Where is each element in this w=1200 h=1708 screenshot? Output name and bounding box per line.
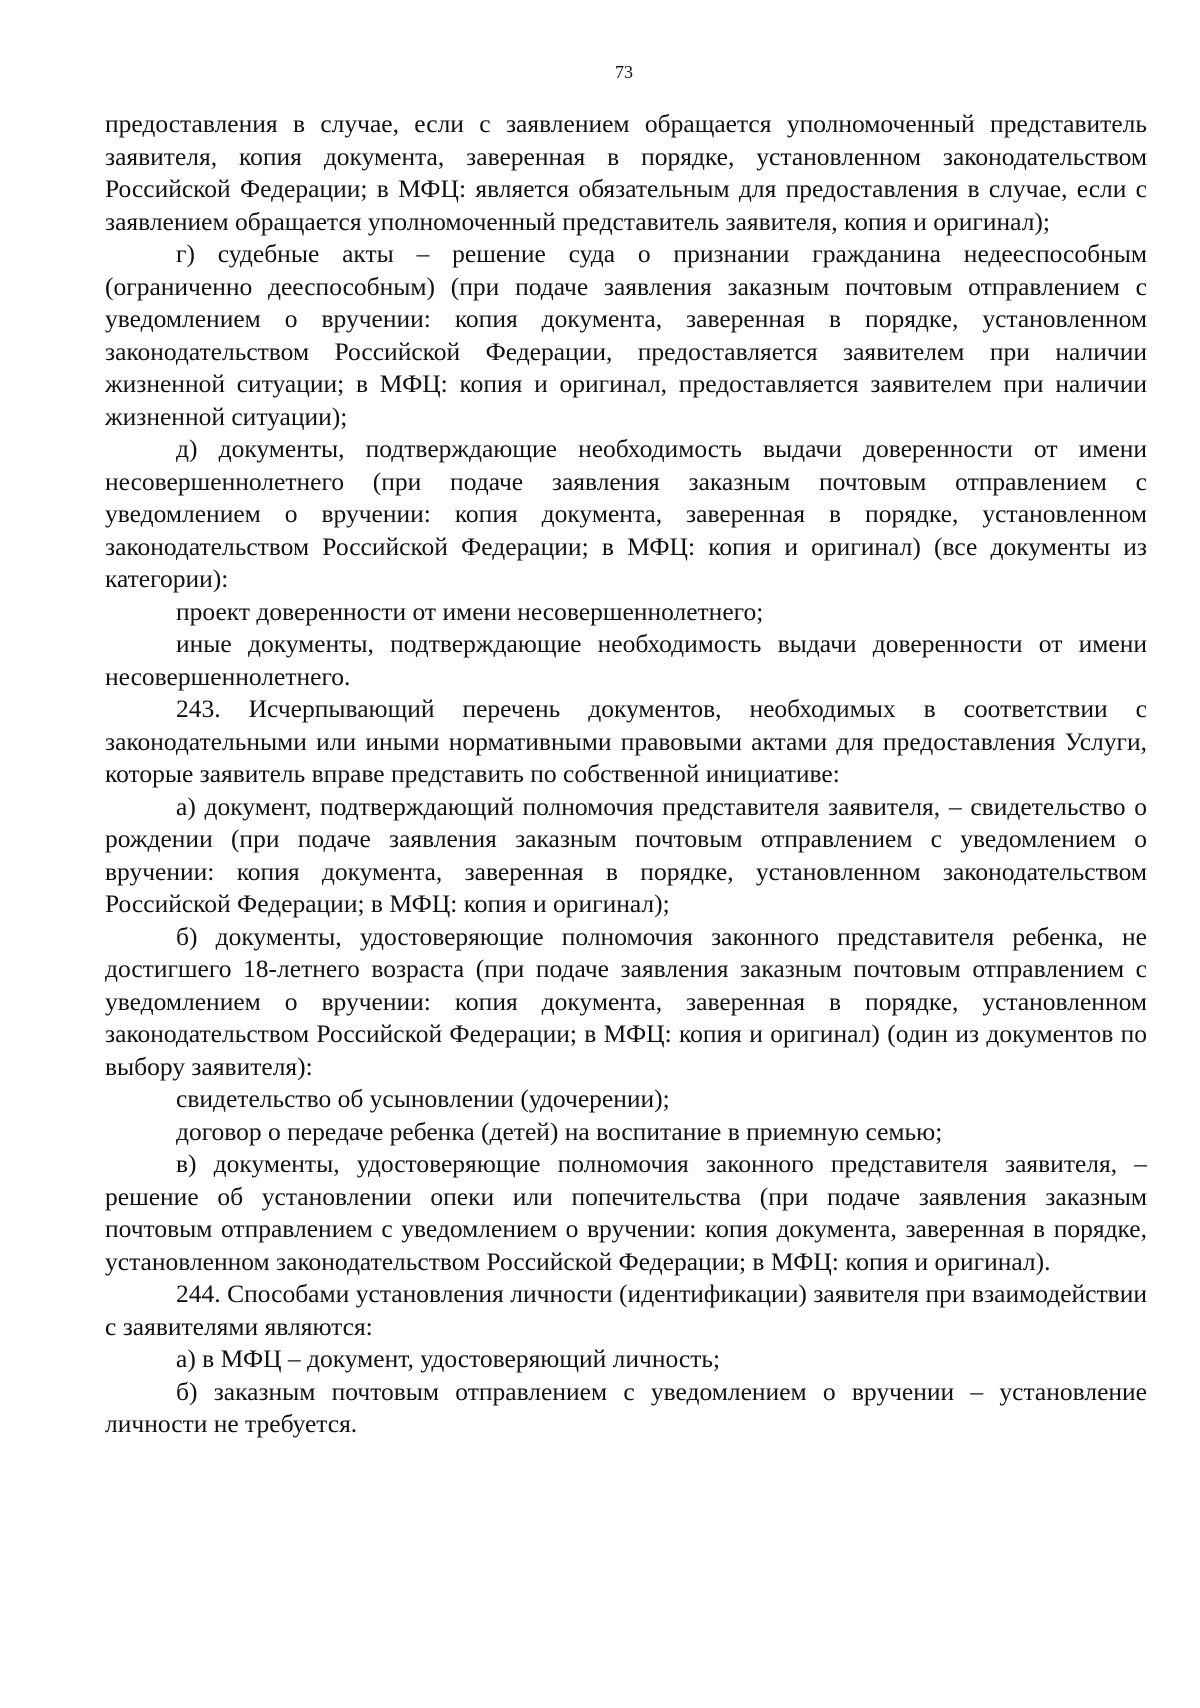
paragraph-other-documents: иные документы, подтверждающие необходимость выдачи доверенности от имени несовершеннолетнего. xyxy=(105,629,1147,691)
paragraph-item-g-court-acts: г) судебные акты – решение суда о признании гражданина недееспособным (ограниченно дееспособным) (при подаче заявления заказным почтовым отправлением с уведомлением о вручении: копия документа, заверенная в порядке, установленном законодательством Российской Федерации, предоставляется заявителем при наличии жизненной ситуации; в МФЦ: копия и оригинал, предоставляется заявителем при наличии жизненной ситуации); xyxy=(105,239,1147,431)
paragraph-243-v: в) документы, удостоверяющие полномочия законного представителя заявителя, – решение об установлении опеки или попечительства (при подаче заявления заказным почтовым отправлением с уведомлением о вручении: копия документа, заверенная в порядке, установленном законодательством Российской Федерации; в МФЦ: копия и оригинал). xyxy=(105,1149,1147,1276)
list-item-adoption-certificate: свидетельство об усыновлении (удочерении); xyxy=(176,1084,670,1113)
list-item-draft-power-of-attorney: проект доверенности от имени несовершеннолетнего; xyxy=(176,596,764,626)
paragraph-item-d-power-of-attorney-docs: д) документы, подтверждающие необходимость выдачи доверенности от имени несовершеннолетнего (при подаче заявления заказным почтовым отправлением с уведомлением о вручении: копия документа, заверенная в порядке, установленном законодательством Российской Федерации; в МФЦ: копия и оригинал) (все документы из категории): xyxy=(105,434,1147,593)
document-body xyxy=(105,108,1147,1441)
paragraph-continuation: предоставления в случае, если с заявлением обращается уполномоченный представитель заявителя, копия документа, заверенная в порядке, установленном законодательством Российской Федерации; в МФЦ: является обязательным для предоставления в случае, если с заявлением обращается уполномоченный представитель заявителя, копия и оригинал); xyxy=(105,109,1147,236)
paragraph-243-b: б) документы, удостоверяющие полномочия законного представителя ребенка, не достигшего 18-летнего возраста (при подаче заявления заказным почтовым отправлением с уведомлением о вручении: копия документа, заверенная в порядке, установленном законодательством Российской Федерации; в МФЦ: копия и оригинал) (один из документов по выбору заявителя): xyxy=(105,921,1147,1081)
page-number: 73 xyxy=(615,62,633,82)
paragraph-244: 244. Способами установления личности (идентификации) заявителя при взаимодействии с заявителями являются: xyxy=(105,1279,1147,1341)
list-item-foster-family-agreement: договор о передаче ребенка (детей) на воспитание в приемную семью; xyxy=(176,1116,943,1146)
paragraph-243: 243. Исчерпывающий перечень документов, необходимых в соответствии с законодательными или иными нормативными правовыми актами для предоставления Услуги, которые заявитель вправе представить по собственной инициативе: xyxy=(105,694,1147,788)
paragraph-243-a: а) документ, подтверждающий полномочия представителя заявителя, – свидетельство о рождении (при подаче заявления заказным почтовым отправлением с уведомлением о вручении: копия документа, заверенная в порядке, установленном законодательством Российской Федерации; в МФЦ: копия и оригинал); xyxy=(105,791,1147,918)
list-item-244-a: а) в МФЦ – документ, удостоверяющий личность; xyxy=(176,1344,721,1373)
paragraph-244-b: б) заказным почтовым отправлением с уведомлением о вручении – установление личности не требуется. xyxy=(105,1376,1147,1438)
